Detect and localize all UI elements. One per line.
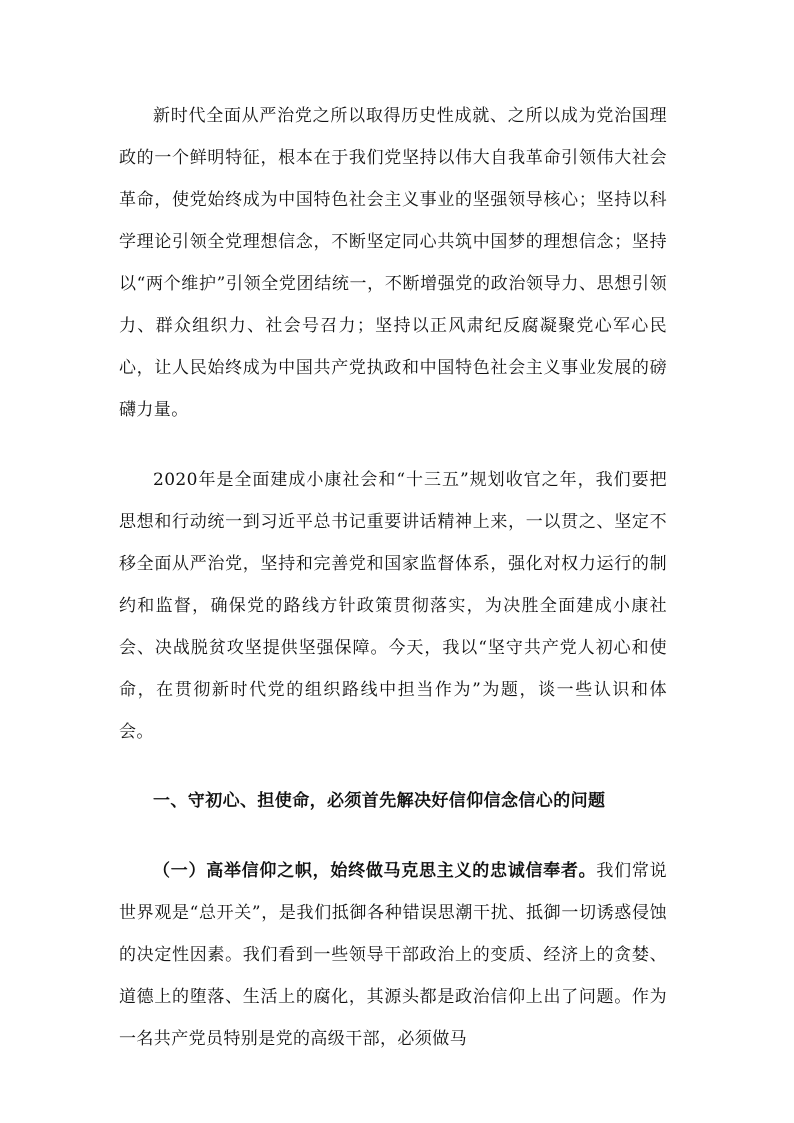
paragraph-3-body: 我们常说世界观是“总开关”，是我们抵御各种错误思潮干扰、抵御一切诱惑侵蚀的决定性因素。我们看到一些领导干部政治上的变质、经济上的贪婪、道德上的堕落、生活上的腐化，其源头都是政治信仰上出了问题。作为一名共产党员特别是党的高级干部，必须做马 xyxy=(119,861,667,1049)
paragraph-3 xyxy=(119,850,667,1060)
paragraph-1: 新时代全面从严治党之所以取得历史性成就、之所以成为党治国理政的一个鲜明特征，根本在于我们党坚持以伟大自我革命引领伟大社会革命，使党始终成为中国特色社会主义事业的坚强领导核心；坚持以科学理论引领全党理想信念，不断坚定同心共筑中国梦的理想信念；坚持以“两个维护”引领全党团结统一，不断增强党的政治领导力、思想引领力、群众组织力、社会号召力；坚持以正风肃纪反腐凝聚党心军心民心，让人民始终成为中国共产党执政和中国特色社会主义事业发展的磅礴力量。 xyxy=(119,106,667,420)
paragraph-2: 2020年是全面建成小康社会和“十三五”规划收官之年，我们要把思想和行动统一到习近平总书记重要讲话精神上来，一以贯之、坚定不移全面从严治党，坚持和完善党和国家监督体系，强化对权力运行的制约和监督，确保党的路线方针政策贯彻落实，为决胜全面建成小康社会、决战脱贫攻坚提供坚强保障。今天，我以“坚守共产党人初心和使命，在贯彻新时代党的组织路线中担当作为”为题，谈一些认识和体会。 xyxy=(119,470,667,742)
document-body xyxy=(119,95,667,1060)
section-heading-1: 一、守初心、担使命，必须首先解决好信仰信念信心的问题 xyxy=(153,791,606,811)
subheading-1: （一）高举信仰之帜，始终做马克思主义的忠诚信奉者。 xyxy=(153,861,597,881)
